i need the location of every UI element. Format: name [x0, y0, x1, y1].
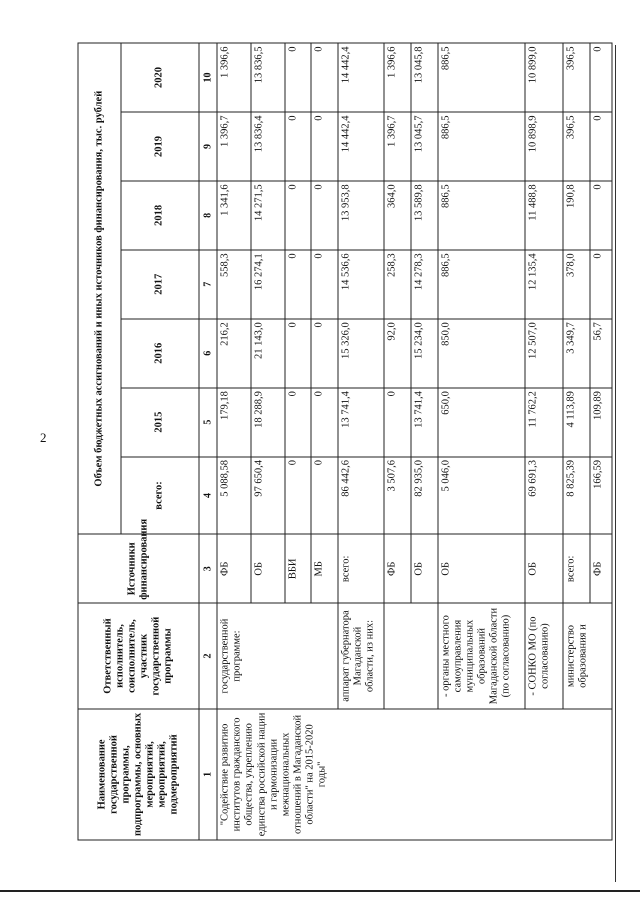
value-cell: 8 825,39: [563, 457, 590, 535]
executor-cell: государственной программе:: [217, 603, 338, 709]
value-cell: 10 898,9: [525, 112, 563, 181]
value-cell: 1 396,7: [217, 112, 251, 181]
source-cell: ОБ: [411, 534, 438, 603]
source-cell: ФБ: [590, 534, 612, 603]
value-cell: 13 836,5: [251, 43, 285, 112]
value-cell: 69 691,3: [525, 457, 563, 535]
table-row: [217, 43, 251, 840]
value-cell: 16 274,1: [251, 250, 285, 319]
value-cell: 0: [311, 181, 338, 250]
source-cell: ОБ: [251, 534, 285, 603]
column-index: 1: [199, 709, 217, 840]
value-cell: 109,89: [590, 388, 612, 457]
column-index: 4: [199, 457, 217, 535]
value-cell: 5 088,58: [217, 457, 251, 535]
column-index: 7: [199, 250, 217, 319]
source-cell: ОБ: [438, 534, 525, 603]
value-cell: 0: [285, 457, 312, 535]
value-cell: 396,5: [563, 112, 590, 181]
value-cell: 850,0: [438, 319, 525, 388]
header-executor: Ответственный исполнитель, соисполнитель, участник государственной программы: [78, 603, 199, 709]
value-cell: 13 589,8: [411, 181, 438, 250]
value-cell: 0: [285, 181, 312, 250]
value-cell: 1 396,7: [384, 112, 411, 181]
source-cell: ВБИ: [285, 534, 312, 603]
source-cell: МБ: [311, 534, 338, 603]
value-cell: 0: [311, 388, 338, 457]
column-index: 2: [199, 603, 217, 709]
value-cell: 0: [311, 112, 338, 181]
value-cell: 1 396,6: [384, 43, 411, 112]
value-cell: 179,18: [217, 388, 251, 457]
value-cell: 92,0: [384, 319, 411, 388]
value-cell: 5 046,0: [438, 457, 525, 535]
value-cell: 13 741,4: [411, 388, 438, 457]
value-cell: 1 341,6: [217, 181, 251, 250]
value-cell: 14 442,4: [338, 43, 384, 112]
value-cell: 14 442,4: [338, 112, 384, 181]
executor-cell: - органы местного самоуправления муниципальных образований Магаданской области (по согласованию): [438, 603, 525, 709]
value-cell: 3 507,6: [384, 457, 411, 535]
value-cell: 4 113,89: [563, 388, 590, 457]
value-cell: 0: [311, 319, 338, 388]
source-cell: ОБ: [525, 534, 563, 603]
value-cell: 13 953,8: [338, 181, 384, 250]
header-year-2015: 2015: [121, 388, 199, 457]
header-total: всего:: [121, 457, 199, 535]
value-cell: 650,0: [438, 388, 525, 457]
value-cell: 886,5: [438, 43, 525, 112]
value-cell: 86 442,6: [338, 457, 384, 535]
value-cell: 0: [285, 388, 312, 457]
value-cell: 0: [384, 388, 411, 457]
value-cell: 396,5: [563, 43, 590, 112]
value-cell: 11 488,8: [525, 181, 563, 250]
executor-cell: - СОНКО МО (по согласованию): [525, 603, 563, 709]
column-index: 3: [199, 534, 217, 603]
column-index: 5: [199, 388, 217, 457]
value-cell: 0: [311, 457, 338, 535]
value-cell: 14 278,3: [411, 250, 438, 319]
value-cell: 0: [285, 319, 312, 388]
value-cell: 97 650,4: [251, 457, 285, 535]
value-cell: 0: [590, 112, 612, 181]
value-cell: 18 288,9: [251, 388, 285, 457]
value-cell: 0: [285, 43, 312, 112]
executor-cell: аппарат губернатора Магаданской области, из них:: [338, 603, 384, 709]
page-number: 2: [40, 430, 47, 445]
value-cell: 11 762,2: [525, 388, 563, 457]
value-cell: 258,3: [384, 250, 411, 319]
value-cell: 0: [285, 250, 312, 319]
value-cell: 12 135,4: [525, 250, 563, 319]
value-cell: 0: [590, 250, 612, 319]
value-cell: 166,59: [590, 457, 612, 535]
value-cell: 21 143,0: [251, 319, 285, 388]
column-index: 10: [199, 43, 217, 112]
value-cell: 56,7: [590, 319, 612, 388]
header-program-name: Наименование государственной программы, подпрограммы, основных мероприятий, мероприятий, подмероприятий: [78, 709, 199, 840]
value-cell: 886,5: [438, 112, 525, 181]
header-year-2019: 2019: [121, 112, 199, 181]
value-cell: 0: [590, 181, 612, 250]
rotated-table-container: [78, 43, 613, 841]
value-cell: 216,2: [217, 319, 251, 388]
column-index: 9: [199, 112, 217, 181]
value-cell: 13 836,4: [251, 112, 285, 181]
value-cell: 0: [311, 250, 338, 319]
header-year-2020: 2020: [121, 43, 199, 112]
column-index-row: [199, 43, 217, 840]
value-cell: 558,3: [217, 250, 251, 319]
table-body: [217, 43, 612, 840]
source-cell: всего:: [338, 534, 384, 603]
value-cell: 14 536,6: [338, 250, 384, 319]
value-cell: 1 396,6: [217, 43, 251, 112]
header-sources: Источники финансирования: [78, 534, 199, 603]
value-cell: 82 935,0: [411, 457, 438, 535]
executor-cell: министерство образования и: [563, 603, 612, 709]
value-cell: 886,5: [438, 181, 525, 250]
value-cell: 0: [311, 43, 338, 112]
program-name-cell: "Содействие развитию институтов гражданского общества, укреплению единства российской нации и гармонизации межнациональных отношений в Магаданской области" на 2015-2020 годы": [217, 709, 612, 840]
executor-cell: [384, 603, 438, 709]
bottom-rule: [0, 890, 640, 892]
value-cell: 3 349,7: [563, 319, 590, 388]
value-cell: 0: [285, 112, 312, 181]
value-cell: 14 271,5: [251, 181, 285, 250]
value-cell: 13 045,7: [411, 112, 438, 181]
header-year-2017: 2017: [121, 250, 199, 319]
header-volume: Объем бюджетных ассигнований и иных источников финансирования, тыс. рублей: [78, 43, 121, 534]
value-cell: 13 741,4: [338, 388, 384, 457]
value-cell: 190,8: [563, 181, 590, 250]
financing-table: [78, 43, 613, 841]
value-cell: 10 899,0: [525, 43, 563, 112]
value-cell: 13 045,8: [411, 43, 438, 112]
header-year-2016: 2016: [121, 319, 199, 388]
source-cell: всего:: [563, 534, 590, 603]
value-cell: 364,0: [384, 181, 411, 250]
value-cell: 886,5: [438, 250, 525, 319]
header-year-2018: 2018: [121, 181, 199, 250]
value-cell: 378,0: [563, 250, 590, 319]
source-cell: ФБ: [384, 534, 411, 603]
value-cell: 15 234,0: [411, 319, 438, 388]
column-index: 8: [199, 181, 217, 250]
column-index: 6: [199, 319, 217, 388]
value-cell: 0: [590, 43, 612, 112]
value-cell: 12 507,0: [525, 319, 563, 388]
value-cell: 15 326,0: [338, 319, 384, 388]
source-cell: ФБ: [217, 534, 251, 603]
